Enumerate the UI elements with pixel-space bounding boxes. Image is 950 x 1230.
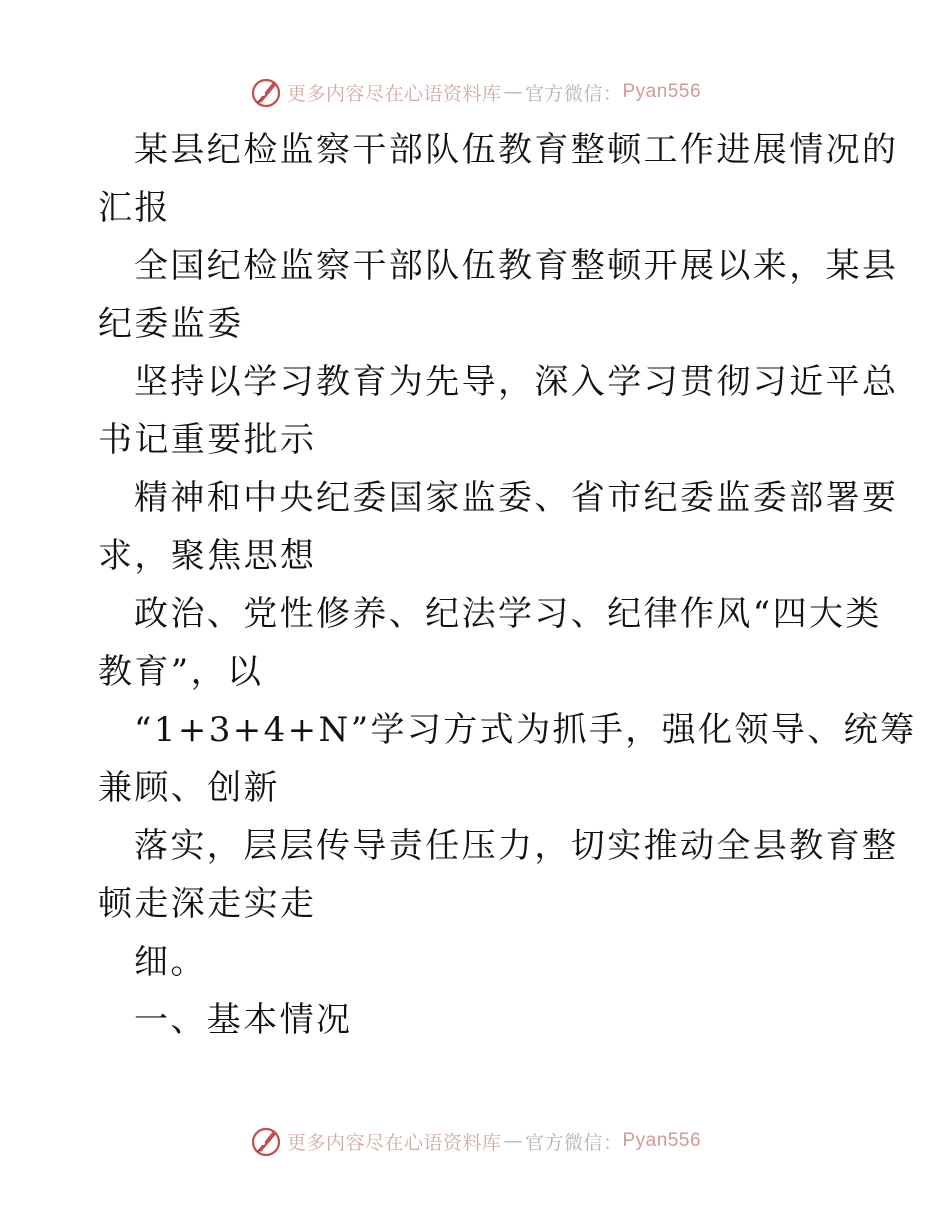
watermark-main-text: 更多内容尽在心语资料库 [286,1131,502,1154]
footer-watermark [0,1121,950,1161]
paragraph-line: 书记重要批示 [98,420,317,460]
watermark-dash: — [503,1130,523,1152]
quill-pen-logo-icon [249,1124,283,1158]
paragraph-line: 细。 [134,942,207,982]
quill-pen-logo-icon [249,75,283,109]
watermark-wechat-label: 官方微信： [524,82,623,105]
paragraph-line: 求，聚焦思想 [98,536,317,576]
paragraph-line: 兼顾、创新 [98,768,280,808]
paragraph-line: 精神和中央纪委国家监委、省市纪委监委部署要 [134,478,899,518]
document-body [98,121,917,1049]
paragraph-line: “1+3+4+N”学习方式为抓手，强化领导、统筹 [134,710,917,750]
title-line-2: 汇报 [98,188,171,228]
section-heading: 一、基本情况 [134,1000,353,1040]
paragraph-line: 坚持以学习教育为先导，深入学习贯彻习近平总 [134,362,899,402]
watermark-dash: — [503,81,523,103]
paragraph-line: 教育”，以 [98,652,264,692]
watermark-wechat-id: Pyan556 [622,81,702,102]
paragraph-line: 政治、党性修养、纪法学习、纪律作风“四大类 [134,594,882,634]
watermark-wechat-label: 官方微信： [524,1131,623,1154]
paragraph-line: 顿走深走实走 [98,884,317,924]
paragraph-line: 纪委监委 [98,304,244,344]
header-watermark [0,72,950,112]
title-line-1: 某县纪检监察干部队伍教育整顿工作进展情况的 [134,130,899,170]
paragraph-line: 落实，层层传导责任压力，切实推动全县教育整 [134,826,899,866]
watermark-main-text: 更多内容尽在心语资料库 [286,82,502,105]
watermark-wechat-id: Pyan556 [622,1130,702,1151]
paragraph-line: 全国纪检监察干部队伍教育整顿开展以来，某县 [134,246,899,286]
